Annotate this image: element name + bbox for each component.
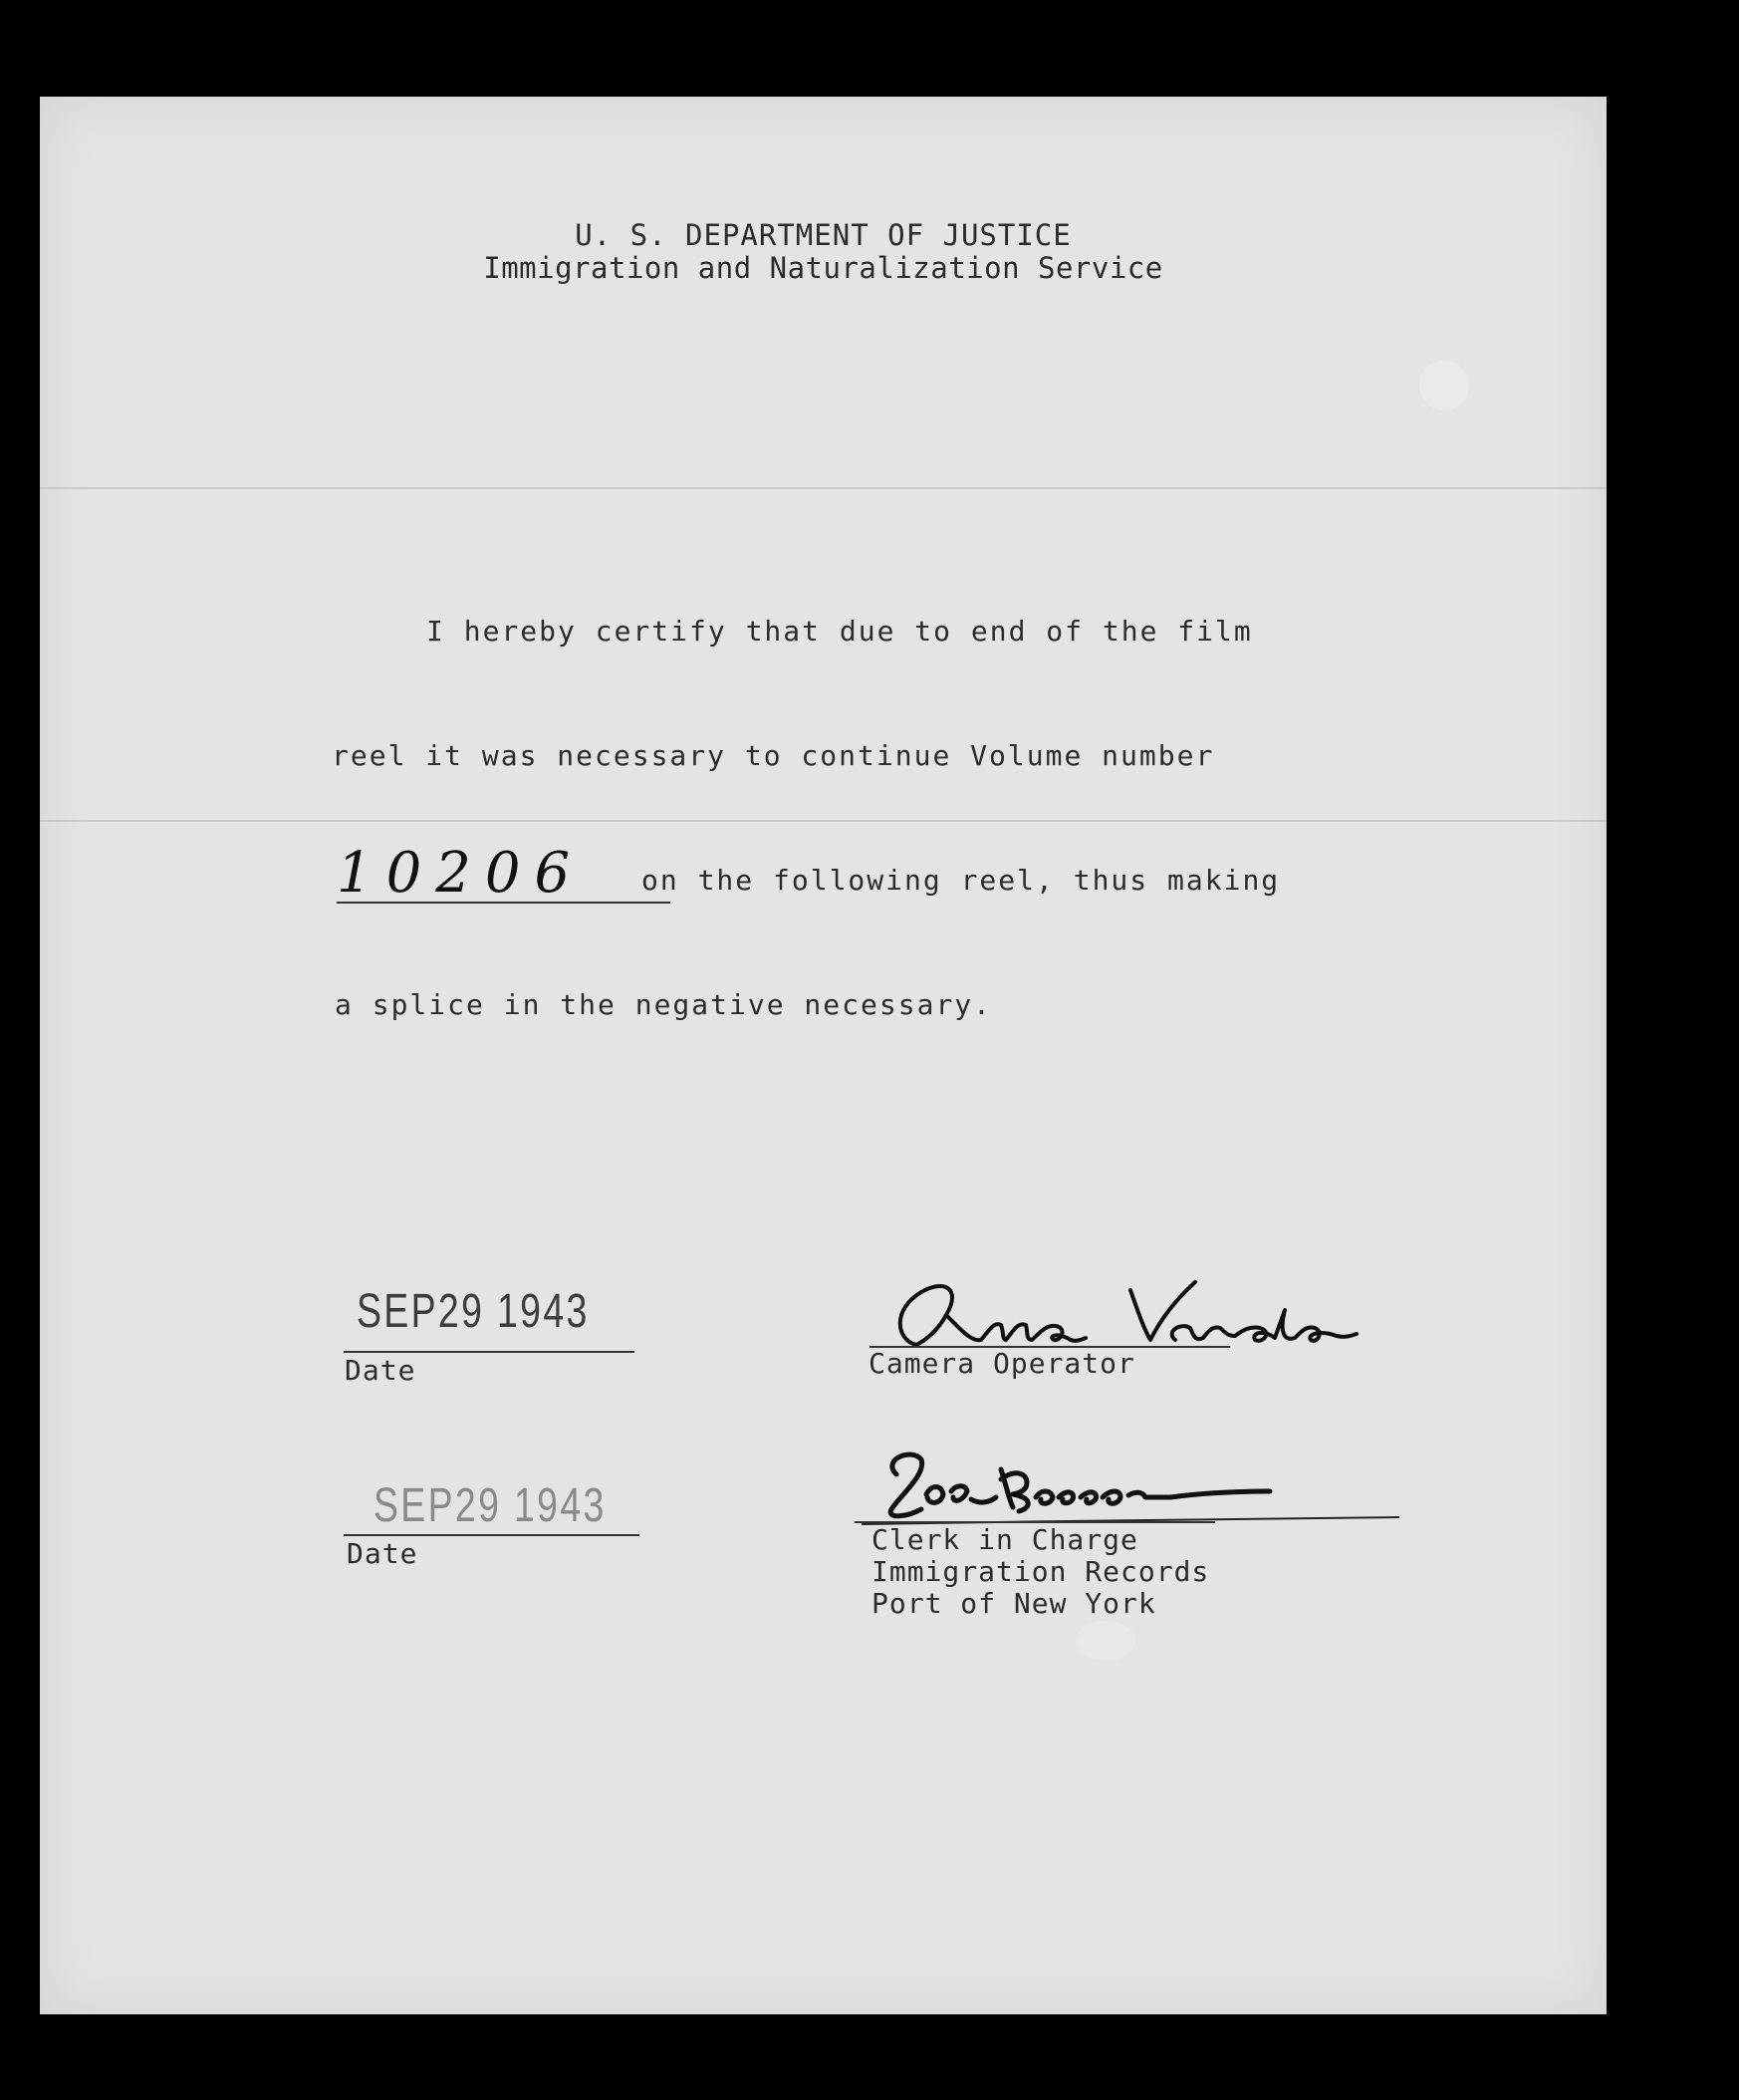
paper-fold-line xyxy=(40,487,1607,489)
date-label-2: Date xyxy=(347,1537,418,1570)
date-label-1: Date xyxy=(345,1354,416,1387)
date-line-1 xyxy=(344,1351,634,1353)
service-subtitle: Immigration and Naturalization Service xyxy=(483,251,1163,285)
volume-number-handwritten: 10206 xyxy=(337,846,670,904)
certificate-line-2: reel it was necessary to continue Volume number xyxy=(332,739,1215,772)
clerk-label-line-1: Clerk in Charge xyxy=(871,1523,1138,1556)
paper-fold-line xyxy=(40,820,1607,822)
certificate-line-4: a splice in the negative necessary. xyxy=(335,988,993,1021)
certificate-line-3: on the following reel, thus making xyxy=(641,864,1281,897)
clerk-label-line-2: Immigration Records xyxy=(871,1555,1210,1588)
date-stamp-1: SEP29 1943 xyxy=(357,1285,590,1338)
paper-speck xyxy=(1419,361,1469,410)
clerk-label-block xyxy=(871,1524,1209,1620)
paper-speck xyxy=(1076,1621,1135,1661)
date-line-2 xyxy=(344,1534,639,1536)
certificate-line-1: I hereby certify that due to end of the film xyxy=(426,615,1253,648)
clerk-label-line-3: Port of New York xyxy=(871,1587,1156,1620)
document-page xyxy=(40,97,1607,2014)
camera-operator-label: Camera Operator xyxy=(869,1347,1135,1380)
department-title: U. S. DEPARTMENT OF JUSTICE xyxy=(575,218,1072,252)
clerk-signature xyxy=(842,1440,1439,1529)
date-stamp-2: SEP29 1943 xyxy=(373,1479,607,1532)
